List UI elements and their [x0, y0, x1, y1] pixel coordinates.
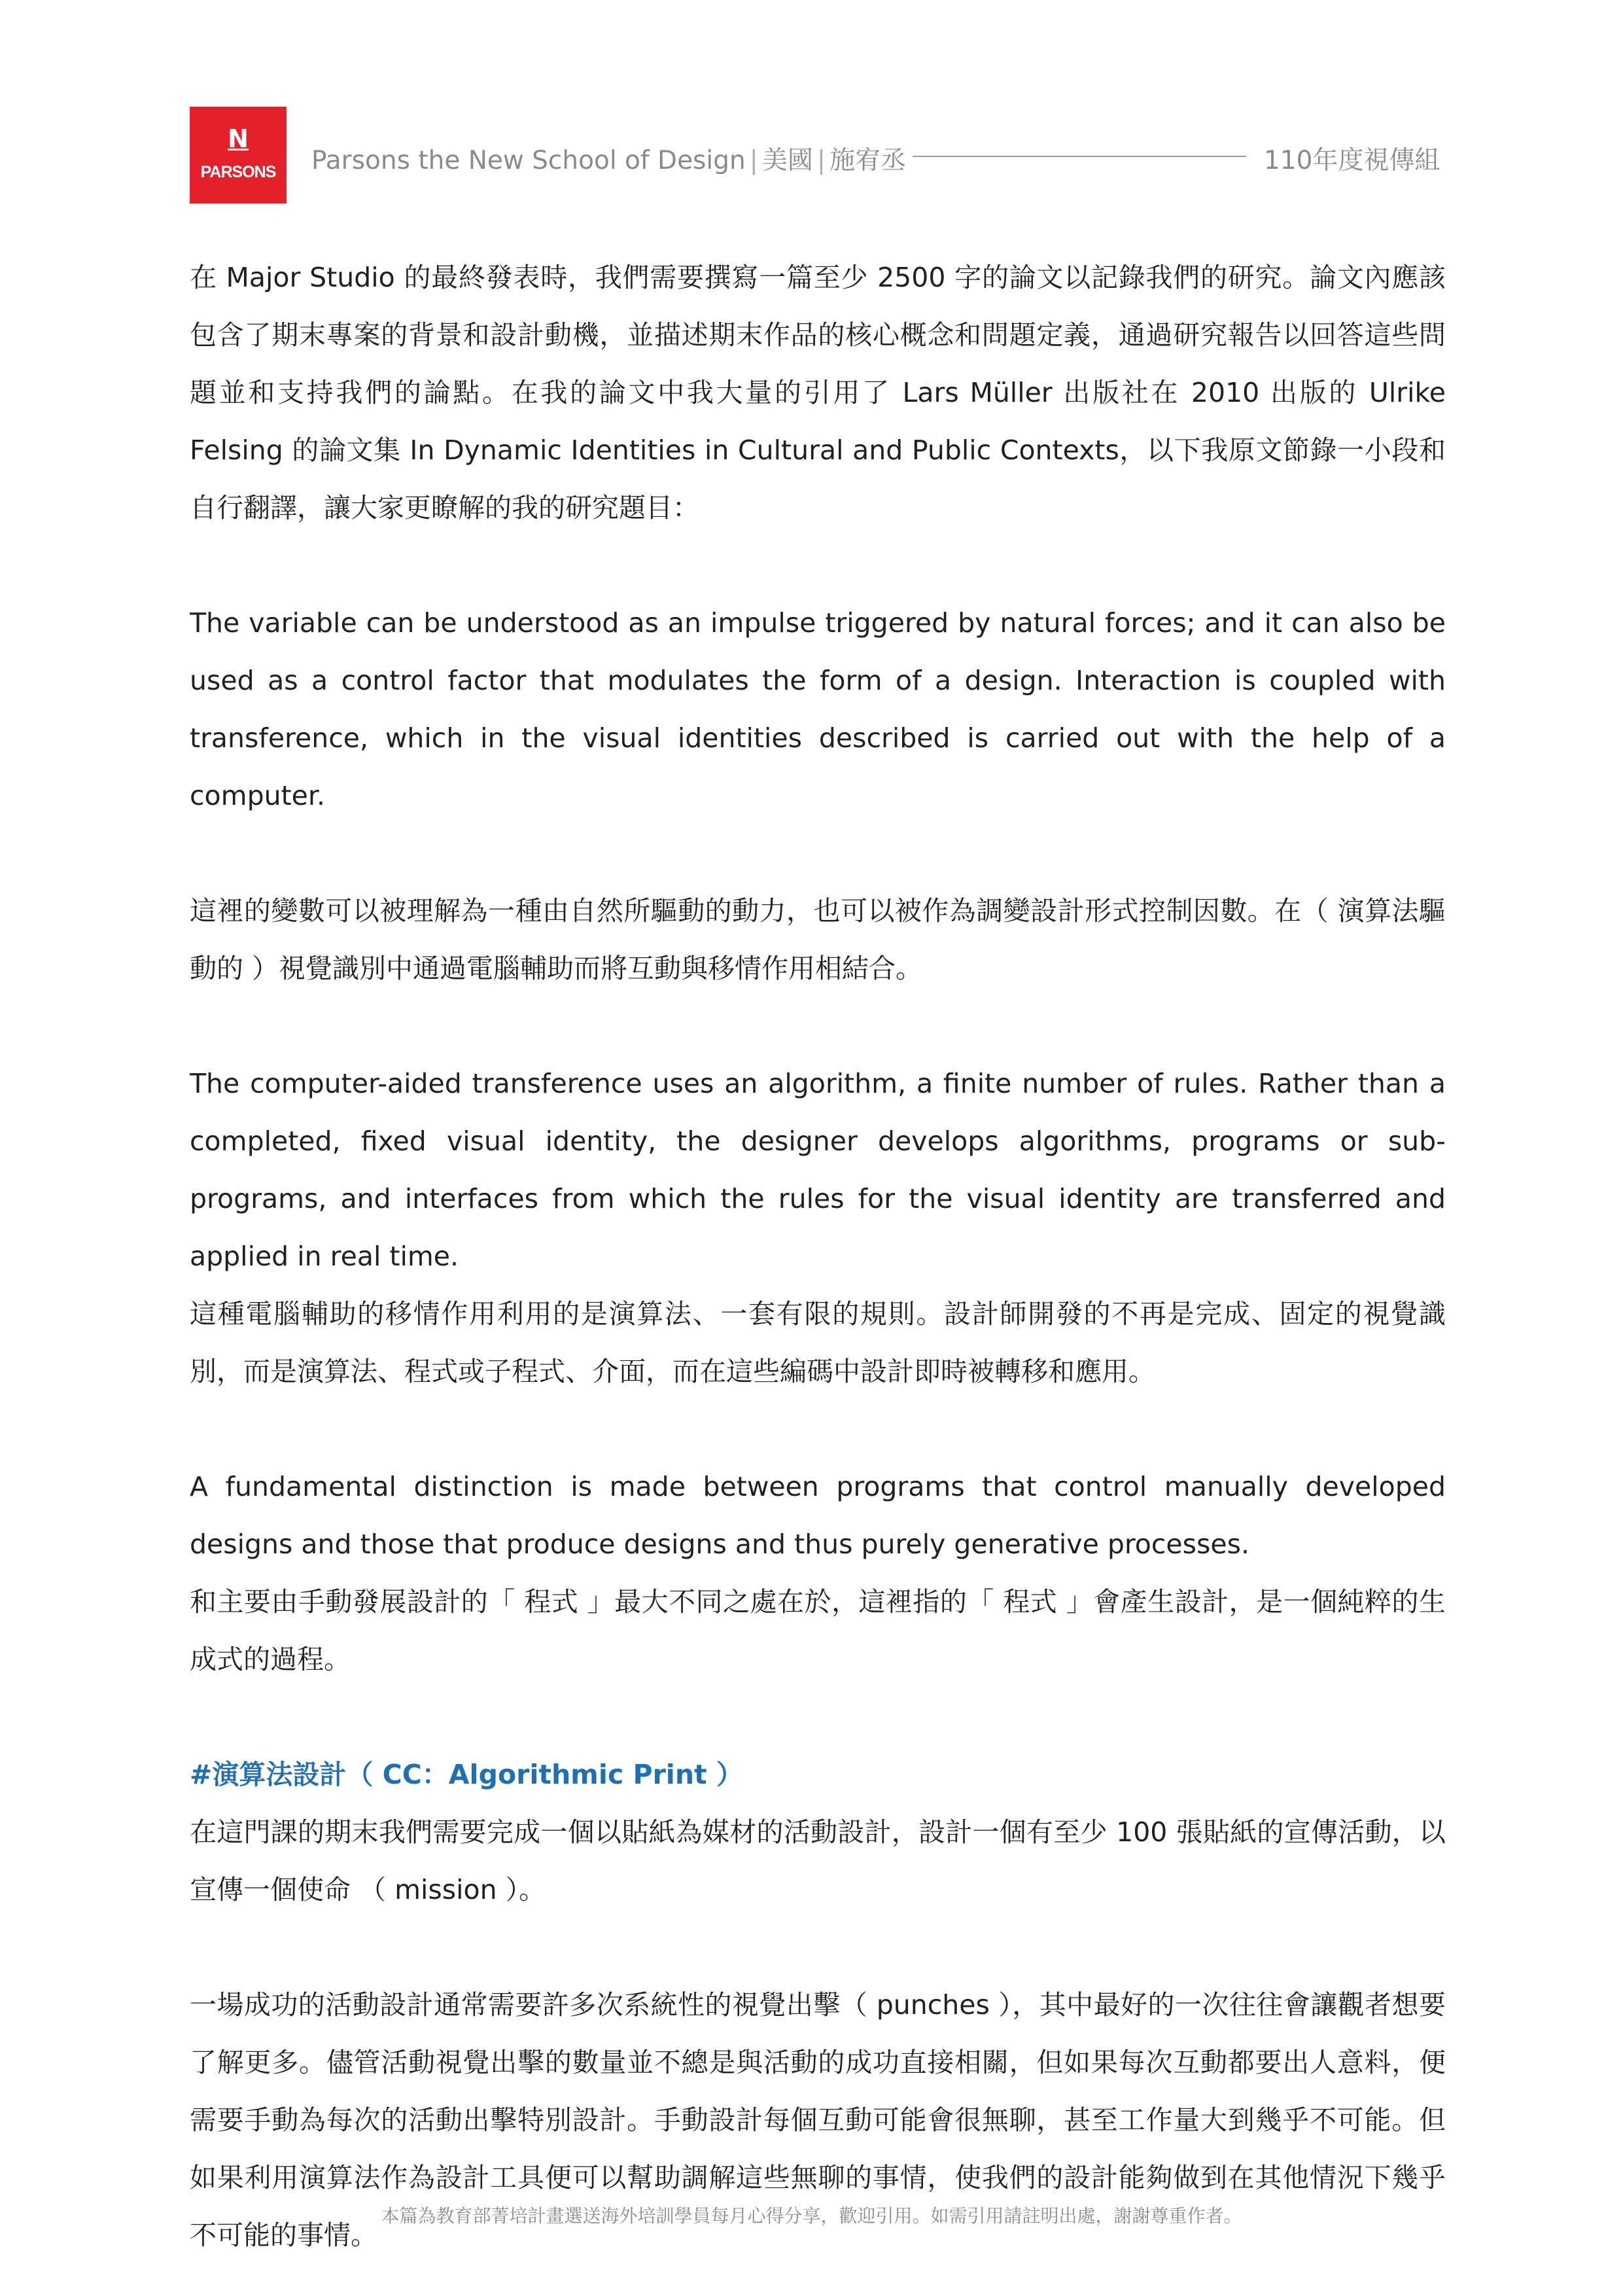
paragraph-quote-zh-1: 這裡的變數可以被理解為一種由自然所驅動的動力，也可以被作為調變設計形式控制因數。在（ 演算法驅動的 ）視覺識別中通過電腦輔助而將互動與移情作用相結合。	[190, 895, 1446, 984]
paragraph-gap	[190, 1918, 1446, 1976]
header-country: 美國	[761, 146, 813, 175]
logo-mark: N	[228, 124, 249, 153]
header-separator: |	[816, 146, 826, 175]
paragraph-campaign: 一場成功的活動設計通常需要許多次系統性的視覺出擊（ punches ），其中最好的一次往往會讓觀者想要了解更多。儘管活動視覺出擊的數量並不總是與活動的成功直接相關，但如果每次互動都要出人意料，便需要手動為每次的活動出擊特別設計。手動設計每個互動可能會很無聊，甚至工作量大到幾乎不可能。但如果利用演算法作為設計工具便可以幫助調解這些無聊的事情，使我們的設計能夠做到在其他情況下幾乎不可能的事情。	[190, 1989, 1446, 2251]
parsons-logo	[190, 107, 287, 203]
footer-note: 本篇為教育部菁培計畫選送海外培訓學員每月心得分享，歡迎引用。如需引用請註明出處，謝謝尊重作者。	[381, 2205, 1242, 2227]
paragraph-gap	[190, 824, 1446, 882]
header-year-group: 110年度視傳組	[1264, 146, 1440, 175]
paragraph-quote-en-2: The computer-aided transference uses an algorithm, a finite number of rules. Rather than a completed, fixed visual identity, the designer develops algorithms, programs or sub-programs, and interfaces from which the rules for the visual identity are transferred and applied in real time.	[190, 1068, 1446, 1272]
header-school-info	[311, 140, 906, 177]
header-author: 施宥丞	[829, 146, 906, 175]
header-separator: |	[749, 146, 758, 175]
paragraph-quote-zh-3: 和主要由手動發展設計的「 程式 」最大不同之處在於，這裡指的「 程式 」會產生設計，是一個純粹的生成式的過程。	[190, 1586, 1446, 1675]
paragraph-gap	[190, 1688, 1446, 1746]
paragraph-quote-en-1: The variable can be understood as an impulse triggered by natural forces; and it can also be used as a control factor that modulates the form of a design. Interaction is coupled with transference, which in the visual identities described is carried out with the help of a computer.	[190, 607, 1446, 811]
paragraph-gap	[190, 537, 1446, 594]
header-rule	[913, 156, 1246, 157]
article-body	[190, 249, 1446, 2264]
section-heading: #演算法設計（ CC：Algorithmic Print ）	[190, 1759, 743, 1790]
logo-wordmark: PARSONS	[200, 163, 276, 181]
paragraph-gap	[190, 997, 1446, 1055]
paragraph-gap	[190, 1400, 1446, 1458]
paragraph-assignment: 在這門課的期末我們需要完成一個以貼紙為媒材的活動設計，設計一個有至少 100 張貼紙的宣傳活動，以宣傳一個使命 （ mission ）。	[190, 1816, 1446, 1905]
header-school-name: Parsons the New School of Design	[311, 146, 746, 175]
paragraph-quote-zh-2: 這種電腦輔助的移情作用利用的是演算法、一套有限的規則。設計師開發的不再是完成、固定的視覺識別，而是演算法、程式或子程式、介面，而在這些編碼中設計即時被轉移和應用。	[190, 1298, 1446, 1387]
paragraph-quote-en-3: A fundamental distinction is made between programs that control manually developed designs and those that produce designs and thus purely generative processes.	[190, 1471, 1446, 1560]
paragraph-intro: 在 Major Studio 的最終發表時，我們需要撰寫一篇至少 2500 字的論文以記錄我們的研究。論文內應該包含了期末專案的背景和設計動機，並描述期末作品的核心概念和問題定義，通過研究報告以回答這些問題並和支持我們的論點。在我的論文中我大量的引用了 Lars Müller 出版社在 2010 出版的 Ulrike Felsing 的論文集 In Dynamic Identities in Cultural and Public Contexts，以下我原文節錄一小段和自行翻譯，讓大家更瞭解的我的研究題目：	[190, 262, 1446, 523]
